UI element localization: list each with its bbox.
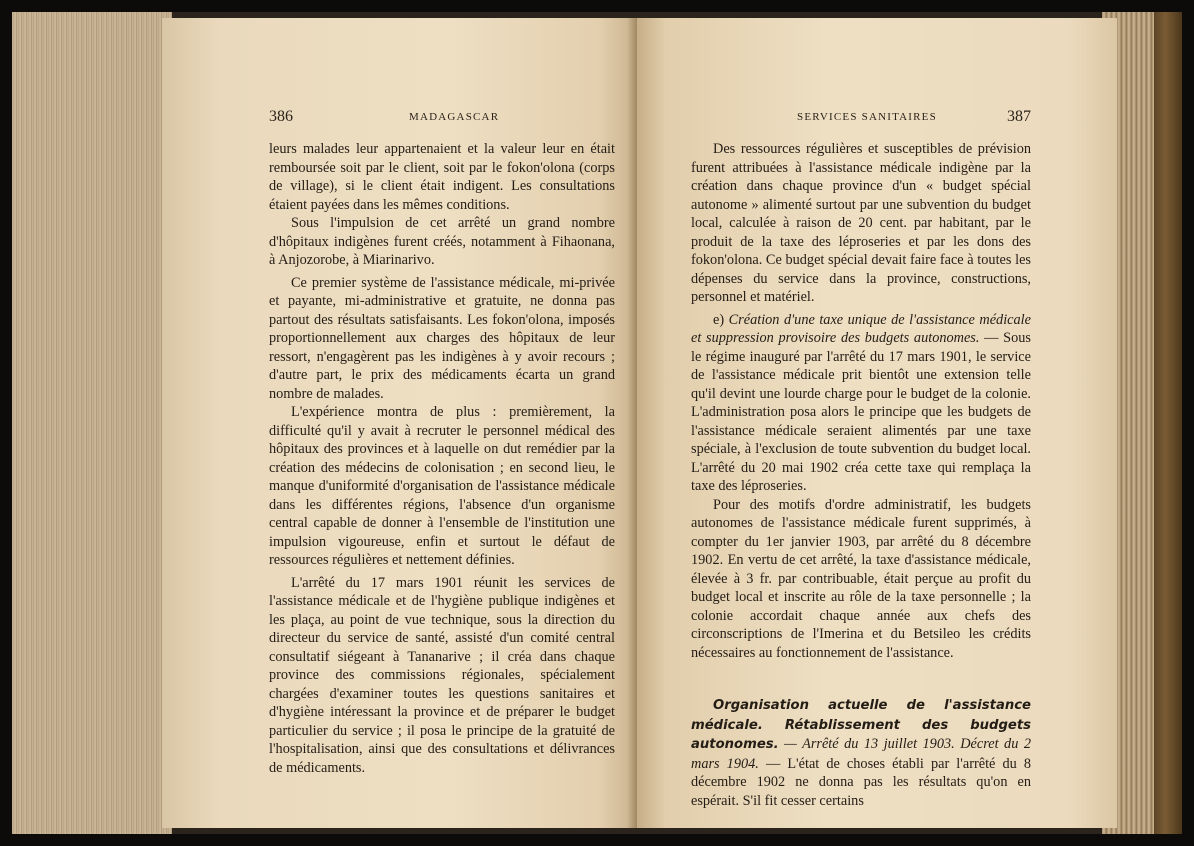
left-paragraph: Sous l'impulsion de cet arrêté un grand nombre d'hôpitaux indigènes furent créés, notamment à Fihaonana, à Anjozorobe, à Miarinarivo. — [269, 215, 615, 268]
left-running-head — [269, 108, 609, 130]
page-edges-left — [12, 12, 172, 834]
section-e-label: e) — [713, 311, 725, 328]
left-page — [162, 18, 637, 828]
section-organisation-title: Organisation actuelle de l'assistance médicale. Rétablissement des budgets autonomes. — [691, 698, 1031, 752]
right-paragraph: Des ressources régulières et susceptibles de prévision furent attribuées à l'assistance médicale indigène par la création dans chaque province d'un « budget spécial autonome » alimenté surtout par une subvention du budget local, calculée à raison de 20 cent. par habitant, par le produit de la taxe des léproseries et par les dons des fokon'olona. Ce budget spécial devait faire face à toutes les dépenses du service dans la province, constructions, personnel et matériel. — [691, 141, 1031, 305]
left-page-number: 386 — [269, 108, 293, 125]
section-e-title: Création d'une taxe unique de l'assistance médicale et suppression provisoire des budgets autonomes. — [691, 311, 1031, 346]
left-paragraph: Ce premier système de l'assistance médicale, mi-privée et payante, mi-administrative et gratuite, ne donna pas partout des résultats satisfaisants. Les fokon'olona, imposés proportionnellement aux charges des hôpitaux de leur ressort, n'engagèrent pas les indigènes à y avoir recours ; d'autre part, le prix des médicaments écarta un grand nombre de malades. — [269, 274, 615, 402]
left-paragraph: leurs malades leur appartenaient et la valeur leur en était remboursée soit par le client, soit par le fokon'olona (corps de village), si le client était indigent. Les consultations étaient payées dans les mêmes conditions. — [269, 141, 615, 213]
book-cover-edge — [1154, 12, 1182, 834]
section-organisation-dates: — Arrêté du 13 juillet 1903. Décret du 2 mars 1904. — [691, 736, 1031, 772]
right-paragraph: Pour des motifs d'ordre administratif, les budgets autonomes de l'assistance médicale furent supprimés, à compter du 1er janvier 1903, par arrêté du 8 décembre 1902. En vertu de cet arrêté, la taxe d'assistance médicale, élevée à 3 fr. par contribuable, était perçue au profit du budget local et inscrite au rôle de la taxe personnelle ; la colonie accordait chaque année aux chefs des circonscriptions de l'Imerina et du Betsileo les crédits nécessaires au fonctionnement de l'assistance. — [691, 496, 1031, 661]
right-running-title: SERVICES SANITAIRES — [797, 111, 937, 123]
left-text-block — [269, 140, 615, 777]
section-organisation-paragraph — [691, 696, 1031, 810]
left-running-title: MADAGASCAR — [409, 111, 500, 123]
section-e-text: — Sous le régime inauguré par l'arrêté du 17 mars 1901, le service de l'assistance médicale prit bientôt une extension telle qu'il devint une lourde charge pour le budget de la colonie. L'administration posa alors le principe que les budgets de l'assistance médicale seraient alimentés par une taxe spéciale, à l'exclusion de toute subvention du budget local. L'arrêté du 20 mai 1902 créa cette taxe qui remplaça la taxe des léproseries. — [691, 330, 1031, 494]
section-organisation-text: — L'état de choses établi par l'arrêté du 8 décembre 1902 ne donna pas les résultats qu'on en espérait. S'il fit cesser certains — [691, 755, 1031, 809]
left-paragraph: L'arrêté du 17 mars 1901 réunit les services de l'assistance médicale et de l'hygiène publique indigènes et les plaça, au point de vue technique, sous la direction du directeur du service de santé, assisté d'un comité central consultatif siégeant à Tananarive ; il créa dans chaque province des commissions régionales, spécialement chargées d'examiner toutes les questions sanitaires et d'hygiène intéressant la province et de préparer le budget particulier du service ; il posa le principe de la gratuité de l'hospitalisation, ainsi que des consultations et délivrances de médicaments. — [269, 574, 615, 776]
section-e-paragraph — [691, 311, 1031, 496]
right-page — [637, 18, 1117, 828]
open-book — [12, 12, 1182, 834]
right-running-head — [691, 108, 1031, 130]
left-paragraph: L'expérience montra de plus : premièrement, la difficulté qu'il y avait à recruter le personnel médical des hôpitaux des provinces et à laquelle on dut remédier par la création des médecins de colonisation ; en second lieu, le manque d'uniformité d'organisation de l'assistance médicale dans les différentes régions, l'absence d'un organisme central capable de donner à l'ensemble de l'institution une impulsion vigoureuse, enfin et surtout le défaut de ressources régulières et nettement définies. — [269, 404, 615, 568]
right-page-number: 387 — [1007, 108, 1031, 125]
right-text-block — [691, 140, 1031, 810]
